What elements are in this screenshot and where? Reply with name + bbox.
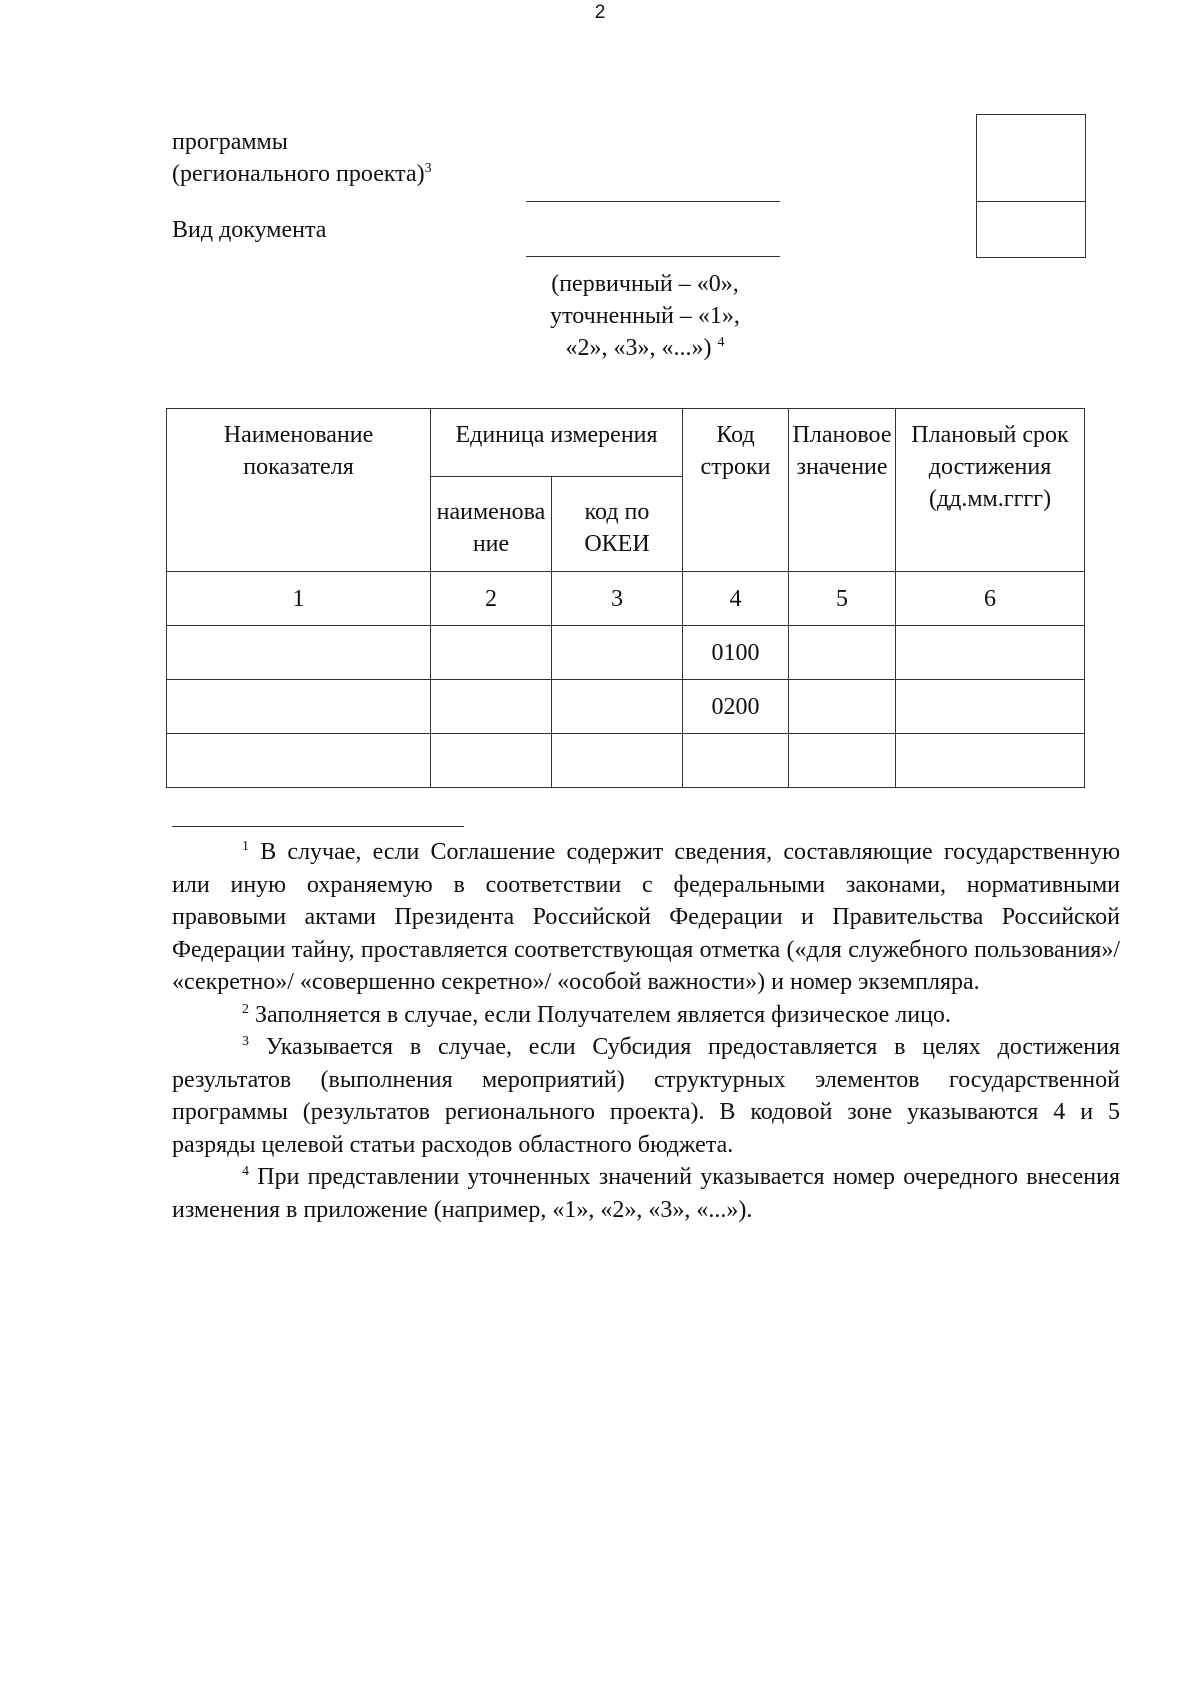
unit-name-cell[interactable] — [431, 680, 552, 734]
plan-date-cell[interactable] — [896, 734, 1085, 788]
column-number: 3 — [552, 572, 683, 626]
footnote-number: 4 — [242, 1164, 249, 1179]
footnote-1 — [172, 836, 1120, 999]
col-header-name: Наименование показателя — [167, 409, 431, 572]
footnote-text: В случае, если Соглашение содержит сведения, составляющие государственную или иную охраняемую в соответствии с федеральными законами, нормативными правовыми актами Президента Российской Федерации и Правительства Российской Федерации тайну, проставляется соответствующая отметка («для служебного пользования»/ «секретно»/ «совершенно секретно»/ «особой важности») и номер экземпляра. — [172, 839, 1120, 995]
footnote-ref-4: 4 — [717, 335, 725, 350]
footnotes — [172, 836, 1120, 1226]
program-label — [172, 126, 432, 190]
col-header-unit-code: код по ОКЕИ — [552, 477, 683, 572]
footnote-separator — [172, 826, 464, 827]
footnote-text: Указывается в случае, если Субсидия предоставляется в целях достижения результатов (выполнения мероприятий) структурных элементов государственной программы (результатов регионального проекта). В кодовой зоне указываются 4 и 5 разряды целевой статьи расходов областного бюджета. — [172, 1034, 1120, 1158]
row-code-cell: 0200 — [683, 680, 789, 734]
footnote-2 — [172, 999, 1120, 1032]
unit-code-cell[interactable] — [552, 626, 683, 680]
footnote-text: При представлении уточненных значений указывается номер очередного внесения изменения в приложение (например, «1», «2», «3», «...»). — [172, 1164, 1121, 1223]
column-number: 4 — [683, 572, 789, 626]
footnote-3 — [172, 1031, 1120, 1161]
doc-type-label: Вид документа — [172, 217, 327, 243]
footnote-4 — [172, 1161, 1120, 1226]
indicator-name-cell[interactable] — [167, 680, 431, 734]
column-numbers-row — [167, 572, 1085, 626]
doc-type-underline — [526, 256, 780, 257]
column-number: 5 — [789, 572, 896, 626]
column-number: 6 — [896, 572, 1085, 626]
column-number: 1 — [167, 572, 431, 626]
indicator-name-cell[interactable] — [167, 626, 431, 680]
col-header-plan-date: Плановый срок достижения (дд.мм.гггг) — [896, 409, 1085, 572]
plan-value-cell[interactable] — [789, 680, 896, 734]
program-label-line1: программы — [172, 129, 288, 155]
footnote-text: Заполняется в случае, если Получателем является физическое лицо. — [255, 1001, 951, 1028]
unit-code-cell[interactable] — [552, 680, 683, 734]
doc-type-hint — [480, 268, 810, 364]
footnote-number: 3 — [242, 1034, 249, 1049]
row-code-cell — [683, 734, 789, 788]
program-label-line2 — [172, 158, 432, 190]
doc-type-hint-line3 — [480, 332, 810, 364]
row-code-cell: 0100 — [683, 626, 789, 680]
program-code-cell — [977, 115, 1085, 202]
col-header-row-code: Код строки — [683, 409, 789, 572]
col-header-unit-name: наименование — [431, 477, 552, 572]
program-underline — [526, 201, 780, 202]
doc-type-hint-line2: уточненный – «1», — [550, 303, 740, 329]
footnote-number: 2 — [242, 1001, 249, 1017]
table-header-row — [167, 409, 1085, 477]
plan-date-cell[interactable] — [896, 680, 1085, 734]
footnote-number: 1 — [242, 839, 249, 854]
plan-value-cell[interactable] — [789, 734, 896, 788]
doc-type-hint-line3-text: «2», «3», «...») — [565, 335, 712, 361]
plan-date-cell[interactable] — [896, 626, 1085, 680]
code-zone-box — [976, 114, 1086, 258]
unit-name-cell[interactable] — [431, 734, 552, 788]
program-label-text: (регионального проекта) — [172, 161, 425, 187]
col-header-unit: Единица измерения — [431, 409, 683, 477]
table-row — [167, 626, 1085, 680]
plan-value-cell[interactable] — [789, 626, 896, 680]
col-header-plan-value: Плановое значение — [789, 409, 896, 572]
indicator-name-cell[interactable] — [167, 734, 431, 788]
indicators-table — [166, 408, 1085, 788]
footnote-ref-3: 3 — [424, 161, 432, 176]
page-number: 2 — [594, 2, 606, 23]
table-row — [167, 734, 1085, 788]
table-row — [167, 680, 1085, 734]
doc-type-hint-line1: (первичный – «0», — [551, 271, 739, 297]
unit-name-cell[interactable] — [431, 626, 552, 680]
unit-code-cell[interactable] — [552, 734, 683, 788]
column-number: 2 — [431, 572, 552, 626]
